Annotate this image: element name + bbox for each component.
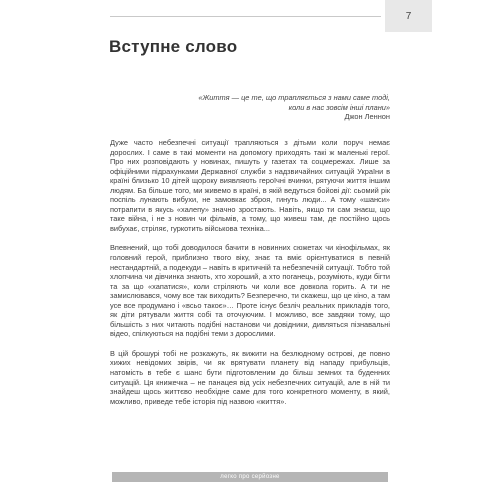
epigraph-quote-line-2: коли в нас зовсім інші плани» (288, 102, 390, 112)
paragraph-3: В цій брошурі тобі не розкажуть, як вижити на безлюдному острові, де повно хижих невідомих звірів, чи як врятувати планету від нападу прибульців, натомість в тебе є шанс бути підготовленим до більш земних та буденних ситуацій. Ця книжечка – не панацея від усіх небезпечних ситуацій, але в ній ти знайдеш щось життєво необхідне саме для того конкретного моменту, в який, можливо, приведе тебе історія під назвою «життя». (110, 348, 390, 406)
footer-bar (112, 472, 388, 482)
header-rule (110, 16, 381, 17)
epigraph-quote-line-1: «Життя — це те, що трапляється з нами саме тоді, (198, 93, 390, 102)
epigraph (160, 93, 390, 122)
page-number-tab (385, 0, 432, 32)
chapter-title: Вступне слово (109, 37, 238, 56)
paragraph-1: Дуже часто небезпечні ситуації трапляються з дітьми коли поруч немає дорослих. І саме в такі моменти на допомогу приходять такі ж маленькі герої. Про них розповідають у новинах, пишуть у газетах та соцмережах. Лише за офіційними підрахунками Державної служби з надзвичайних ситуацій України в країні близько 10 дітей щороку виявляють героїчні вчинки, рятуючи життя іншим людям. Ба більше того, ми живемо в країні, в якій ведуться бойові дії: сьомий рік поспіль лунають вибухи, не замовкає зброя, гинуть люди... А тому «шанси» потрапити в якусь «халепу» значно зростають. Навіть, якщо ти сам знаєш, що таке війна, і не з новин чи фільмів, а тому, що живеш там, де постійно щось вибухає, стріляє, гуркотить військова техніка... (110, 138, 390, 233)
page-number: 7 (405, 10, 412, 22)
body-text (110, 138, 390, 416)
epigraph-author: Джон Леннон (344, 112, 390, 122)
footer-text: легко про серйозне (220, 474, 280, 480)
paragraph-2: Впевнений, що тобі доводилося бачити в новинних сюжетах чи кінофільмах, як головний герой, приблизно твого віку, знає та вміє орієнтуватися в певній нестандартній, а подекуди – навіть в критичній та небезпечній ситуації. Тобто той хлопчина чи дівчинка знають, хто хороший, а хто поганець, розуміють, куди бігти та за що «хапатися», коли стріляють чи коли все довкола горить. А ти не замислювався, чому все так виходить? Безперечно, ти скажеш, що це кіно, а там усе все продумано і «всьо такоє»… Проте існує безліч реальних прикладів того, як діти рятували життя собі та оточуючим. І можливо, все завдяки тому, що більшість з них читають подібні настанови чи довідники, дивляться пізнавальні відео, спілкуються на подібні теми з дорослими. (110, 243, 390, 339)
